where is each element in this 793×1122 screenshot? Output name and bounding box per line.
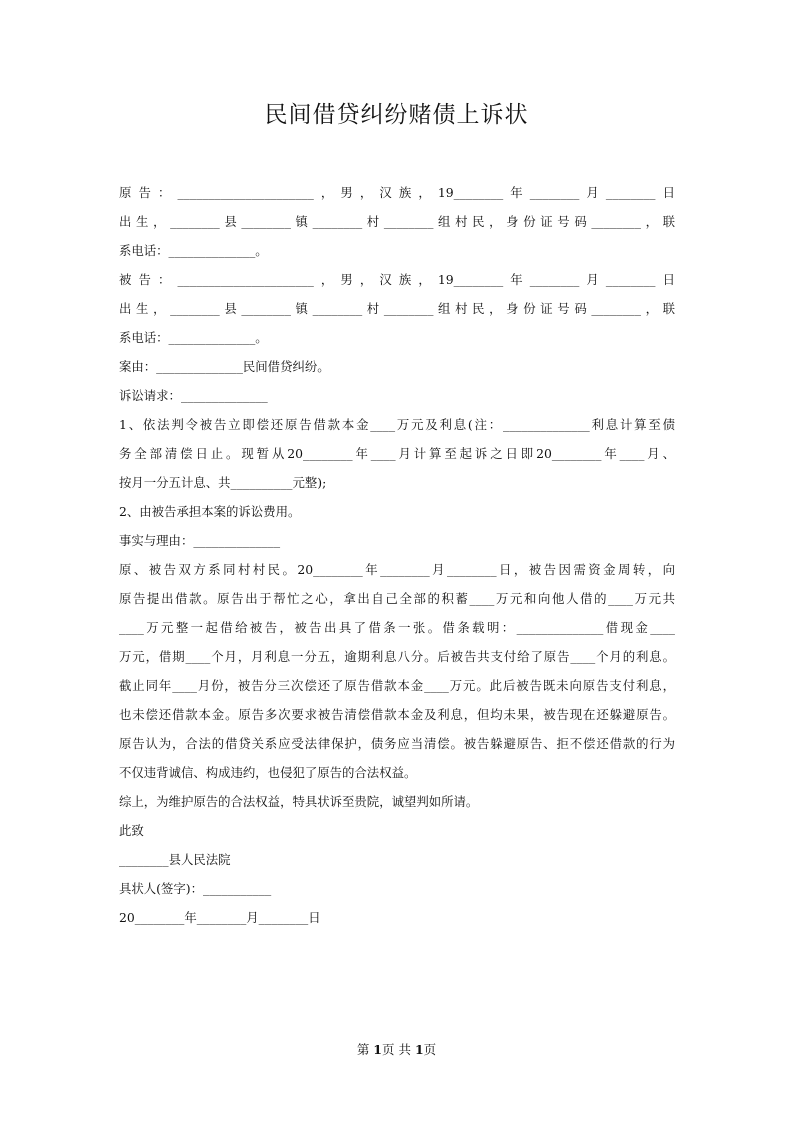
text-line: 2、由被告承担本案的诉讼费用。	[119, 504, 301, 519]
text-line: 系电话：______________。	[119, 330, 268, 345]
footer-current-page: 1	[373, 1042, 382, 1057]
footer-suffix: 页	[423, 1042, 437, 1057]
text-line: 原、被告双方系同村村民。20________年________月________日，被告因需资金周转，向	[119, 562, 675, 577]
text-line: 20________年________月________日	[119, 910, 321, 925]
text-line: 出生，________县________镇________村________组村民，身份证号码________，联	[119, 301, 675, 316]
text-line: 系电话：______________。	[119, 243, 268, 258]
text-line: ________县人民法院	[119, 852, 231, 867]
text-line: ____万元整一起借给被告，被告出具了借条一张。借条载明：______________借现金____	[119, 620, 675, 635]
text-line: 原告认为，合法的借贷关系应受法律保护，债务应当清偿。被告躲避原告、拒不偿还借款的行为	[119, 736, 675, 751]
text-line: 出生，________县________镇________村________组村民，身份证号码________，联	[119, 214, 675, 229]
footer-prefix: 第	[356, 1042, 374, 1057]
text-line: 案由：______________民间借贷纠纷。	[119, 359, 330, 374]
text-line: 也未偿还借款本金。原告多次要求被告清偿借款本金及利息，但均未果，被告现在还躲避原告。	[119, 707, 675, 722]
page-footer	[0, 1040, 793, 1060]
document-title: 民间借贷纠纷赌债上诉状	[264, 102, 529, 128]
text-line: 综上，为维护原告的合法权益，特具状诉至贵院，诚望判如所请。	[119, 794, 479, 809]
text-line: 按月一分五计息、共__________元整);	[119, 475, 327, 490]
text-line: 1、依法判令被告立即偿还原告借款本金____万元及利息(注：______________利息计算至债	[119, 417, 675, 432]
text-line: 不仅违背诚信、构成违约，也侵犯了原告的合法权益。	[119, 765, 417, 780]
text-line: 具状人(签字)：___________	[119, 881, 272, 896]
text-line: 截止同年____月份，被告分三次偿还了原告借款本金____万元。此后被告既未向原告支付利息，	[119, 678, 675, 693]
document-body	[119, 178, 675, 932]
text-line: 被告：______________________，男，汉族，19________年________月________日	[119, 272, 675, 287]
footer-mid: 页 共	[382, 1042, 415, 1057]
text-line: 原告提出借款。原告出于帮忙之心，拿出自己全部的积蓄____万元和向他人借的____万元共	[119, 591, 675, 606]
text-line: 万元，借期____个月，月利息一分五，逾期利息八分。后被告共支付给了原告____个月的利息。	[119, 649, 675, 664]
text-line: 诉讼请求：______________	[119, 388, 268, 403]
text-line: 事实与理由：______________	[119, 533, 281, 548]
text-line: 务全部清偿日止。现暂从20________年____月计算至起诉之日即20________年____月、	[119, 446, 675, 461]
text-line: 原告：______________________，男，汉族，19________年________月________日	[119, 185, 675, 200]
text-line: 此致	[119, 823, 144, 838]
footer-total-pages: 1	[414, 1042, 424, 1057]
